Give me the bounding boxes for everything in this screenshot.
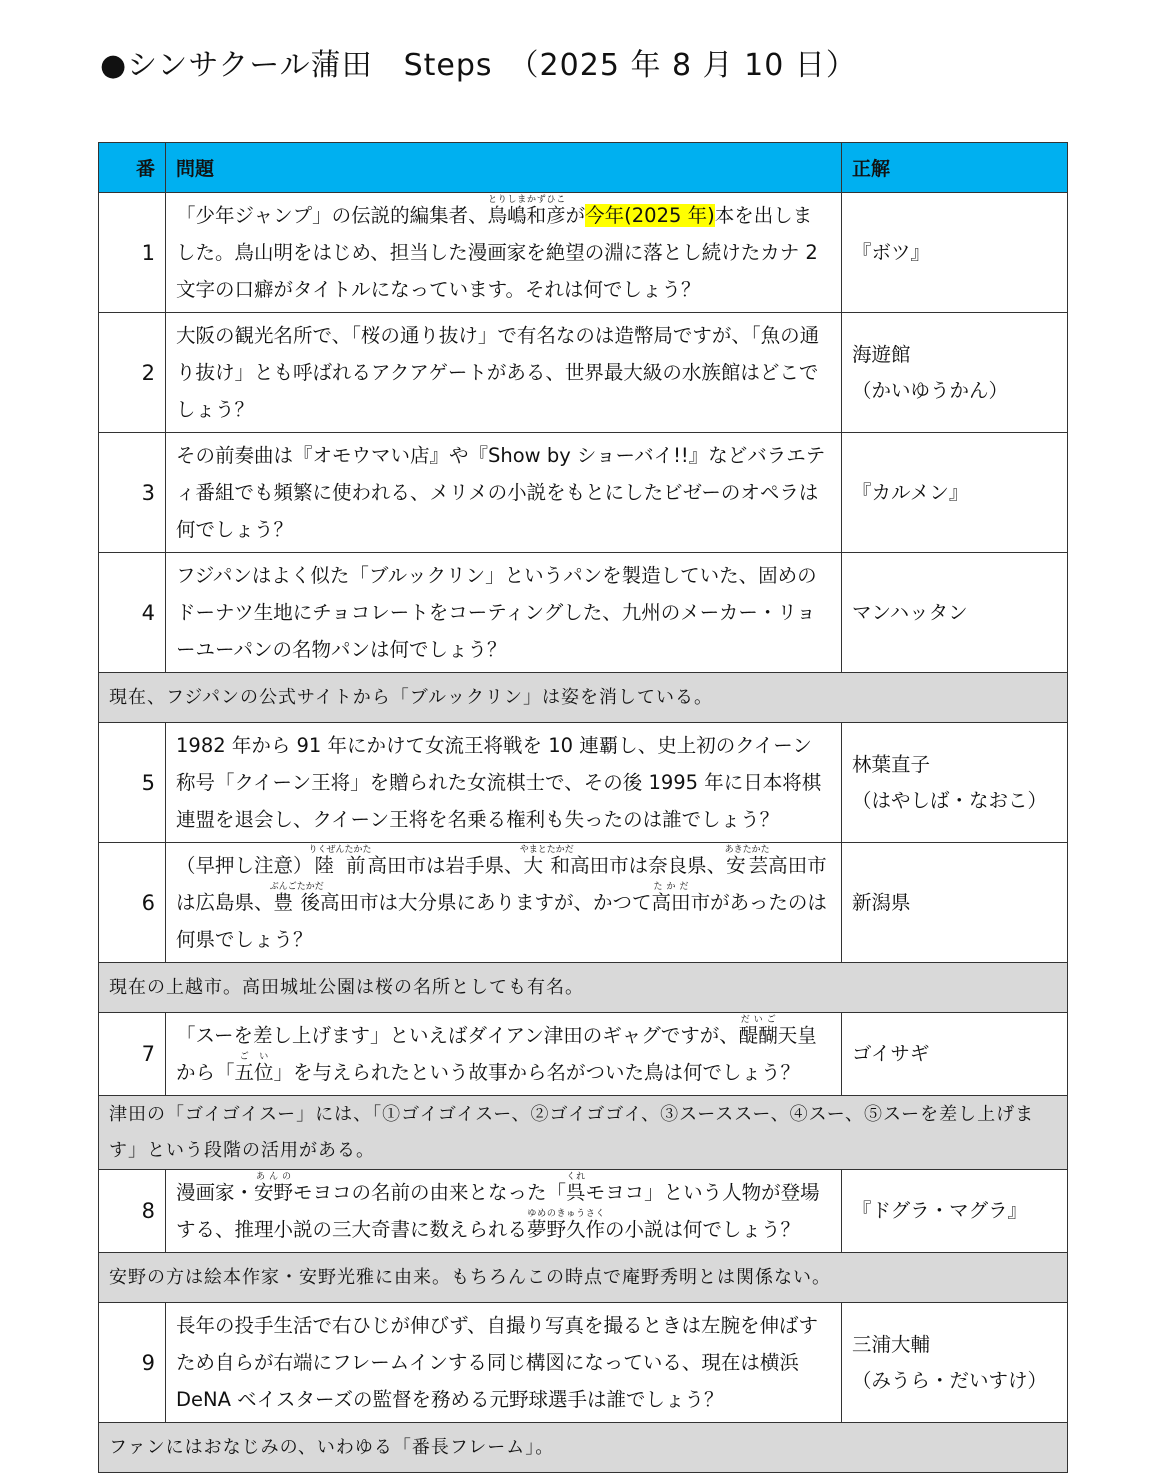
ruby-base: 夢野久作 [527,1218,606,1241]
question-text: 大阪の観光名所で、「桜の通り抜け」で有名なのは造幣局ですが、「魚の通り抜け」とも呼ばれるアクアゲートがある、世界最大級の水族館はどこでしょう？ [166,313,842,433]
question-number: 3 [99,433,166,553]
note-row [99,1423,1068,1473]
table-row [99,1303,1068,1423]
question-text [166,1170,842,1253]
ruby-reading: たかだ [651,882,691,892]
ruby-base: 呉 [566,1181,586,1204]
question-text-part: 高田市は大分県にありますが、かつて [320,891,652,914]
question-number: 4 [99,553,166,673]
question-text: フジパンはよく似た「ブルックリン」というパンを製造していた、固めのドーナツ生地にチョコレートをコーティングした、九州のメーカー・リョーユーパンの名物パンは何でしょう？ [166,553,842,673]
table-header-row [99,143,1068,193]
table-row [99,193,1068,313]
table-row [99,433,1068,553]
question-text-part: が [565,204,586,227]
answer-cell [842,313,1068,433]
question-text-part: 漫画家・ [176,1181,255,1204]
column-header-answer: 正解 [842,143,1068,193]
answer-cell [842,193,1068,313]
note-text: 現在、フジパンの公式サイトから「ブルックリン」は姿を消している。 [99,673,1068,723]
answer-text: マンハッタン [852,600,968,624]
question-text [166,1013,842,1096]
question-text: 1982 年から 91 年にかけて女流王将戦を 10 連覇し、史上初のクイーン称号「クイーン王将」を贈られた女流棋士で、その後 1995 年に日本将棋連盟を退会し、クイーン王将を名乗る権利も失ったのは誰でしょう？ [166,723,842,843]
question-text-part: モヨコの名前の由来となった「 [293,1181,567,1204]
ruby-base: 陸前 [308,854,372,877]
ruby-word [724,845,770,877]
ruby-reading: あんの [254,1172,294,1182]
answer-text: 海遊館 [852,342,911,366]
answer-cell [842,843,1068,963]
note-text: 現在の上越市。高田城址公園は桜の名所としても有名。 [99,963,1068,1013]
table-row [99,843,1068,963]
question-number: 2 [99,313,166,433]
question-text-part: 天皇から「 [176,1024,817,1084]
ruby-reading: あきたかた [724,845,770,855]
ruby-base: 醍醐 [738,1024,778,1047]
answer-text: ゴイサギ [852,1042,930,1065]
table-row [99,313,1068,433]
question-text: その前奏曲は『オモウマい店』や『Show by ショーバイ!!』などバラエティ番組でも頻繁に使われる、メリメの小説をもとにしたビゼーのオペラは何でしょう？ [166,433,842,553]
question-text-part: 高田市は奈良県、 [570,854,727,877]
answer-text: 『ドグラ・マグラ』 [852,1199,1028,1222]
ruby-word [566,1172,586,1204]
answer-reading: （かいゆうかん） [852,378,1009,402]
question-number: 9 [99,1303,166,1423]
note-row [99,1253,1068,1303]
answer-cell [842,553,1068,673]
quiz-table [98,142,1068,1473]
question-text-part: （早押し注意） [176,854,313,877]
ruby-reading: くれ [566,1172,586,1182]
question-text-part: モヨコ」という人物が登場する、推理小説の三大奇書に数えられる [176,1181,820,1241]
question-number: 7 [99,1013,166,1096]
question-number: 8 [99,1170,166,1253]
answer-cell [842,433,1068,553]
answer-text: 林葉直子 [852,752,931,776]
question-text [166,193,842,313]
highlighted-text: 今年(2025 年) [585,204,715,227]
question-text-part: 」を与えられたという故事から名がついた鳥は何でしょう？ [273,1061,801,1084]
table-row [99,723,1068,843]
question-text-part: 市があったのは何県でしょう？ [176,891,827,951]
answer-cell [842,1303,1068,1423]
answer-cell [842,1013,1068,1096]
ruby-word [308,845,372,877]
question-number: 1 [99,193,166,313]
ruby-reading: とりしまかずひこ [487,195,566,205]
ruby-reading: りくぜんたかた [308,845,372,855]
page-title: ●シンサクール蒲田 Steps （2025 年 8 月 10 日） [100,48,857,83]
ruby-reading: だいご [738,1015,778,1025]
question-text: 長年の投手生活で右ひじが伸びず、自撮り写真を撮るときは左腕を伸ばすため自らが右端にフレームインする同じ構図になっている、現在は横浜 DeNA ベイスターズの監督を務める元野球選手は誰でしょう？ [166,1303,842,1423]
note-text: ファンにはおなじみの、いわゆる「番長フレーム」。 [99,1423,1068,1473]
table-row [99,553,1068,673]
answer-text: 『ボツ』 [852,240,931,264]
question-text [166,843,842,963]
question-number: 5 [99,723,166,843]
column-header-question: 問題 [166,143,842,193]
answer-text: 三浦大輔 [852,1332,931,1356]
note-row [99,1096,1068,1170]
question-text-part: 本を出しました。鳥山明をはじめ、担当した漫画家を絶望の淵に落とし続けたカナ 2 文字の口癖がタイトルになっています。それは何でしょう？ [176,204,818,301]
ruby-base: 鳥嶋和彦 [487,204,566,227]
note-text: 津田の「ゴイゴイスー」には、「①ゴイゴイスー、②ゴイゴゴイ、③スーススー、④スー、⑤スーを差し上げます」という段階の活用がある。 [99,1096,1068,1170]
ruby-base: 五位 [234,1061,274,1084]
question-text-part: 「少年ジャンプ」の伝説的編集者、 [176,204,488,227]
ruby-reading: やまとたかだ [519,845,574,855]
ruby-reading: ぶんごたかだ [269,882,324,892]
question-number: 6 [99,843,166,963]
column-header-number: 番 [99,143,166,193]
question-text-part: の小説は何でしょう？ [605,1218,801,1241]
answer-reading: （みうら・だいすけ） [852,1368,1048,1392]
ruby-word [487,195,566,227]
ruby-word [269,882,324,914]
question-text-part: 高田市は広島県、 [176,854,827,914]
note-text: 安野の方は絵本作家・安野光雅に由来。もちろんこの時点で庵野秀明とは関係ない。 [99,1253,1068,1303]
note-row [99,963,1068,1013]
ruby-base: 大和 [519,854,574,877]
answer-text: 新潟県 [852,890,911,914]
ruby-word [519,845,574,877]
ruby-base: 安芸 [724,854,770,877]
answer-reading: （はやしば・なおこ） [852,788,1048,812]
answer-cell [842,723,1068,843]
answer-cell [842,1170,1068,1253]
ruby-word [254,1172,294,1204]
ruby-base: 豊後 [269,891,324,914]
answer-text: 『カルメン』 [852,480,969,504]
ruby-word [738,1015,778,1047]
ruby-reading: ごい [234,1052,274,1062]
table-row [99,1013,1068,1096]
ruby-base: 安野 [254,1181,294,1204]
note-row [99,673,1068,723]
table-row [99,1170,1068,1253]
ruby-reading: ゆめのきゅうさく [527,1209,606,1219]
question-text-part: 「スーを差し上げます」といえばダイアン津田のギャグですが、 [176,1024,739,1047]
ruby-word [651,882,691,914]
ruby-base: 高田 [651,891,691,914]
ruby-word [234,1052,274,1084]
ruby-word [527,1209,606,1241]
question-text-part: 高田市は岩手県、 [367,854,524,877]
